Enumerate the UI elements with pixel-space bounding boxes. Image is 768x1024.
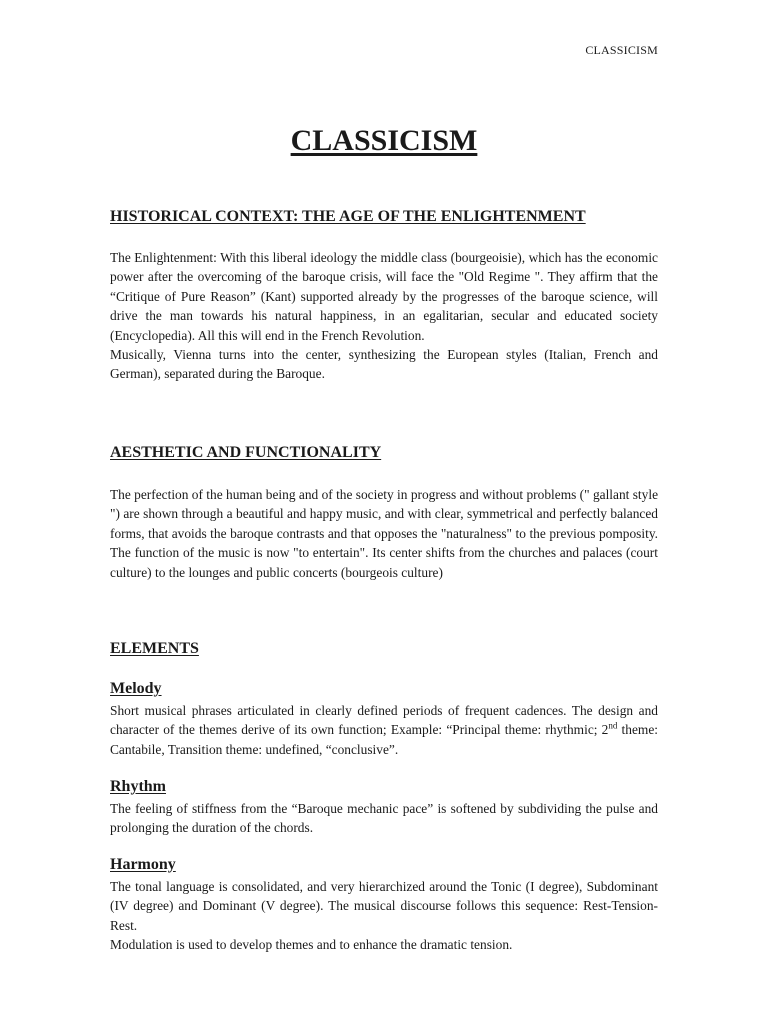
aesthetic-paragraph: The perfection of the human being and of the society in progress and without problems (" gallant style ") are shown through a beautiful and happy music, and with clear, symmetrical and perfectly balanced forms, that avoids the baroque contrasts and that opposes the "naturalness" to the previous pomposity. The function of the music is now "to entertain". Its center shifts from the churches and palaces (court culture) to the lounges and public concerts (bourgeois culture) xyxy=(110,487,659,580)
historical-context-paragraph: Musically, Vienna turns into the center, synthesizing the European styles (Italian, French and German), separated during the Baroque. xyxy=(110,347,658,382)
melody-text-continued: theme: Cantabile, Transition theme: undefined, “conclusive”. xyxy=(110,722,658,757)
section-heading-historical-context: HISTORICAL CONTEXT: THE AGE OF THE ENLIGHTENMENT xyxy=(110,208,586,225)
melody-paragraph xyxy=(110,701,658,759)
document-title: CLASSICISM xyxy=(290,124,478,157)
section-heading-aesthetic: AESTHETIC AND FUNCTIONALITY xyxy=(110,444,382,461)
subheading-melody: Melody xyxy=(110,680,162,697)
running-header: CLASSICISM xyxy=(585,43,658,57)
aesthetic-body xyxy=(110,485,658,582)
melody-body xyxy=(110,701,658,759)
harmony-paragraph: The tonal language is consolidated, and very hierarchized around the Tonic (I degree), Subdominant (IV degree) and Dominant (V degree). The musical discourse follows this sequence: Rest-Tension-Rest. xyxy=(110,879,658,933)
historical-context-paragraph: The Enlightenment: With this liberal ideology the middle class (bourgeoisie), which has the economic power after the overcoming of the baroque crisis, will face the "Old Regime ". They affirm that the “Critique of Pure Reason” (Kant) supported already by the progresses of the baroque science, will drive the man towards his natural happiness, in an egalitarian, secular and educated society (Encyclopedia). All this will end in the French Revolution. xyxy=(110,250,658,343)
harmony-paragraph: Modulation is used to develop themes and to enhance the dramatic tension. xyxy=(110,937,513,953)
harmony-body xyxy=(110,877,658,955)
subheading-rhythm: Rhythm xyxy=(110,778,167,795)
subheading-harmony: Harmony xyxy=(110,856,176,873)
ordinal-superscript: nd xyxy=(608,720,618,731)
rhythm-body xyxy=(110,799,658,838)
section-heading-elements: ELEMENTS xyxy=(110,640,199,657)
melody-text: Short musical phrases articulated in clearly defined periods of frequent cadences. The design and character of the themes derive of its own function; Example: “Principal theme: rhythmic; 2 xyxy=(110,703,658,738)
rhythm-paragraph: The feeling of stiffness from the “Baroque mechanic pace” is softened by subdividing the pulse and prolonging the duration of the chords. xyxy=(110,801,658,836)
historical-context-body xyxy=(110,248,658,384)
